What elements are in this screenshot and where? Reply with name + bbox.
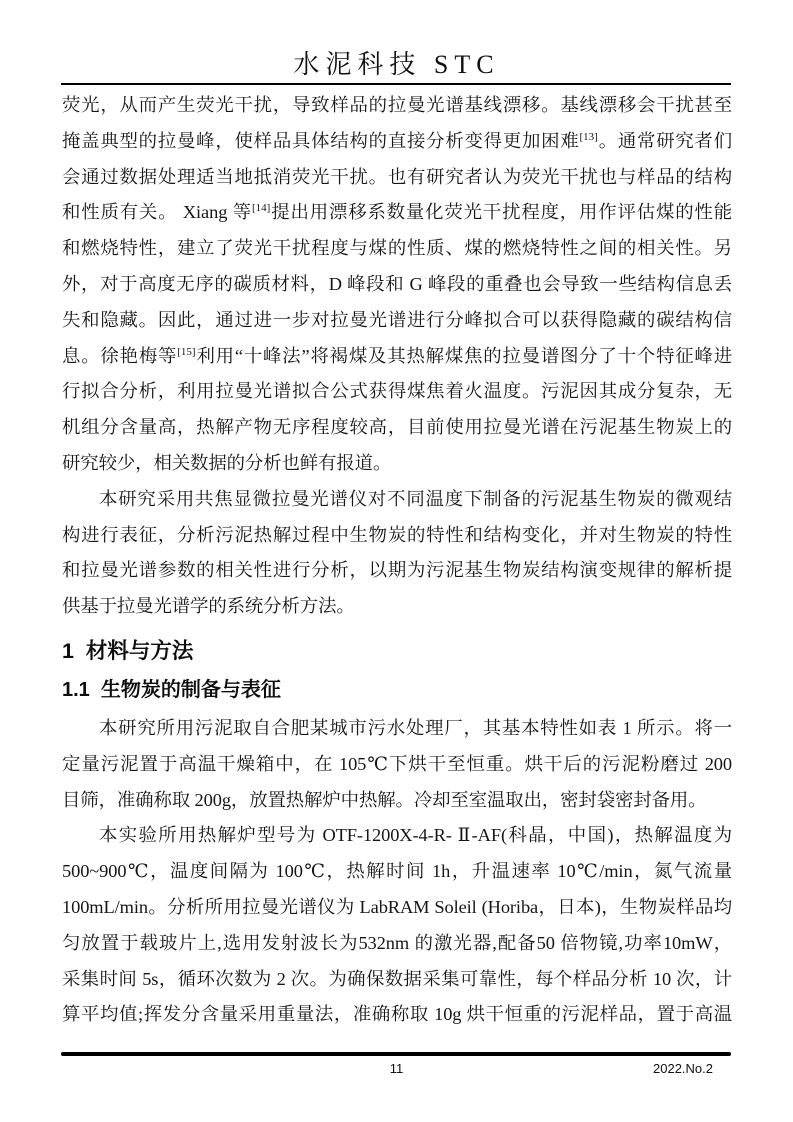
text-line: 本实验所用热解炉型号为 OTF-1200X-4-R- Ⅱ-AF(科晶，中国)，热解温度为 bbox=[99, 825, 732, 846]
text-line: 荧光，从而产生荧光干扰，导致样品的拉曼光谱基线漂移。基线漂移会干扰甚至 bbox=[62, 95, 732, 115]
text-line: 定量污泥置于高温干燥箱中，在 105℃下烘干至恒重。烘干后的污泥粉磨过 200 bbox=[62, 753, 732, 774]
text-line: 和拉曼光谱参数的相关性进行分析，以期为污泥基生物炭结构演变规律的解析提 bbox=[62, 560, 732, 581]
section-heading-materials-methods: 1 材料与方法 bbox=[62, 638, 194, 663]
text-line: 供基于拉曼光谱学的系统分析方法。 bbox=[62, 596, 355, 617]
paragraph-study-purpose bbox=[62, 482, 732, 625]
page-number: 11 bbox=[389, 1061, 404, 1076]
text-line: 研究较少，相关数据的分析也鲜有报道。 bbox=[62, 452, 392, 473]
paragraph-fluorescence-interference bbox=[62, 88, 732, 482]
text-line: 机组分含量高，热解产物无序程度较高，目前使用拉曼光谱在污泥基生物炭上的 bbox=[62, 417, 732, 438]
text-line: 构进行表征，分析污泥热解过程中生物炭的特性和结构变化，并对生物炭的特性 bbox=[62, 524, 732, 545]
text-line: 和燃烧特性，建立了荧光干扰程度与煤的性质、煤的燃烧特性之间的相关性。另 bbox=[62, 238, 732, 259]
text-line: 息。徐艳梅等[15]利用“十峰法”将褐煤及其热解煤焦的拉曼谱图分了十个特征峰进 bbox=[62, 345, 732, 366]
paragraph-sludge-source bbox=[62, 711, 732, 818]
subsection-heading-biochar-preparation: 1.1 生物炭的制备与表征 bbox=[62, 678, 281, 701]
text-line: 和性质有关。 Xiang 等[14]提出用漂移系数量化荧光干扰程度，用作评估煤的性能 bbox=[62, 202, 732, 223]
paragraph-experiment-equipment bbox=[62, 818, 732, 1033]
header-rule bbox=[61, 83, 731, 85]
journal-title: 水泥科技 STC bbox=[293, 50, 500, 79]
page-body bbox=[62, 88, 732, 1033]
text-line: 失和隐藏。因此，通过进一步对拉曼光谱进行分峰拟合可以获得隐藏的碳结构信 bbox=[62, 309, 732, 330]
text-line: 会通过数据处理适当地抵消荧光干扰。也有研究者认为荧光干扰也与样品的结构 bbox=[62, 166, 732, 187]
text-line: 算平均值;挥发分含量采用重量法，准确称取 10g 烘干恒重的污泥样品，置于高温 bbox=[62, 1004, 732, 1025]
text-line: 行拟合分析，利用拉曼光谱拟合公式获得煤焦着火温度。污泥因其成分复杂，无 bbox=[62, 381, 732, 402]
text-line: 掩盖典型的拉曼峰，使样品具体结构的直接分析变得更加困难[13]。通常研究者们 bbox=[62, 130, 732, 151]
issue-label: 2022.No.2 bbox=[653, 1061, 713, 1076]
text-line: 采集时间 5s，循环次数为 2 次。为确保数据采集可靠性，每个样品分析 10 次，计 bbox=[62, 968, 732, 989]
text-line: 500~900℃，温度间隔为 100℃，热解时间 1h，升温速率 10℃/min，氮气流量 bbox=[62, 861, 732, 882]
footer-rule bbox=[61, 1052, 731, 1056]
text-line: 匀放置于载玻片上,选用发射波长为532nm 的激光器,配备50 倍物镜,功率10mW， bbox=[62, 932, 732, 953]
text-line: 本研究采用共焦显微拉曼光谱仪对不同温度下制备的污泥基生物炭的微观结 bbox=[99, 488, 732, 509]
text-line: 外，对于高度无序的碳质材料，D 峰段和 G 峰段的重叠也会导致一些结构信息丢 bbox=[62, 273, 732, 294]
text-line: 本研究所用污泥取自合肥某城市污水处理厂，其基本特性如表 1 所示。将一 bbox=[99, 717, 732, 738]
text-line: 100mL/min。分析所用拉曼光谱仪为 LabRAM Soleil (Horiba，日本)，生物炭样品均 bbox=[62, 896, 732, 917]
text-line: 目筛，准确称取 200g，放置热解炉中热解。冷却至室温取出，密封袋密封备用。 bbox=[62, 789, 707, 810]
